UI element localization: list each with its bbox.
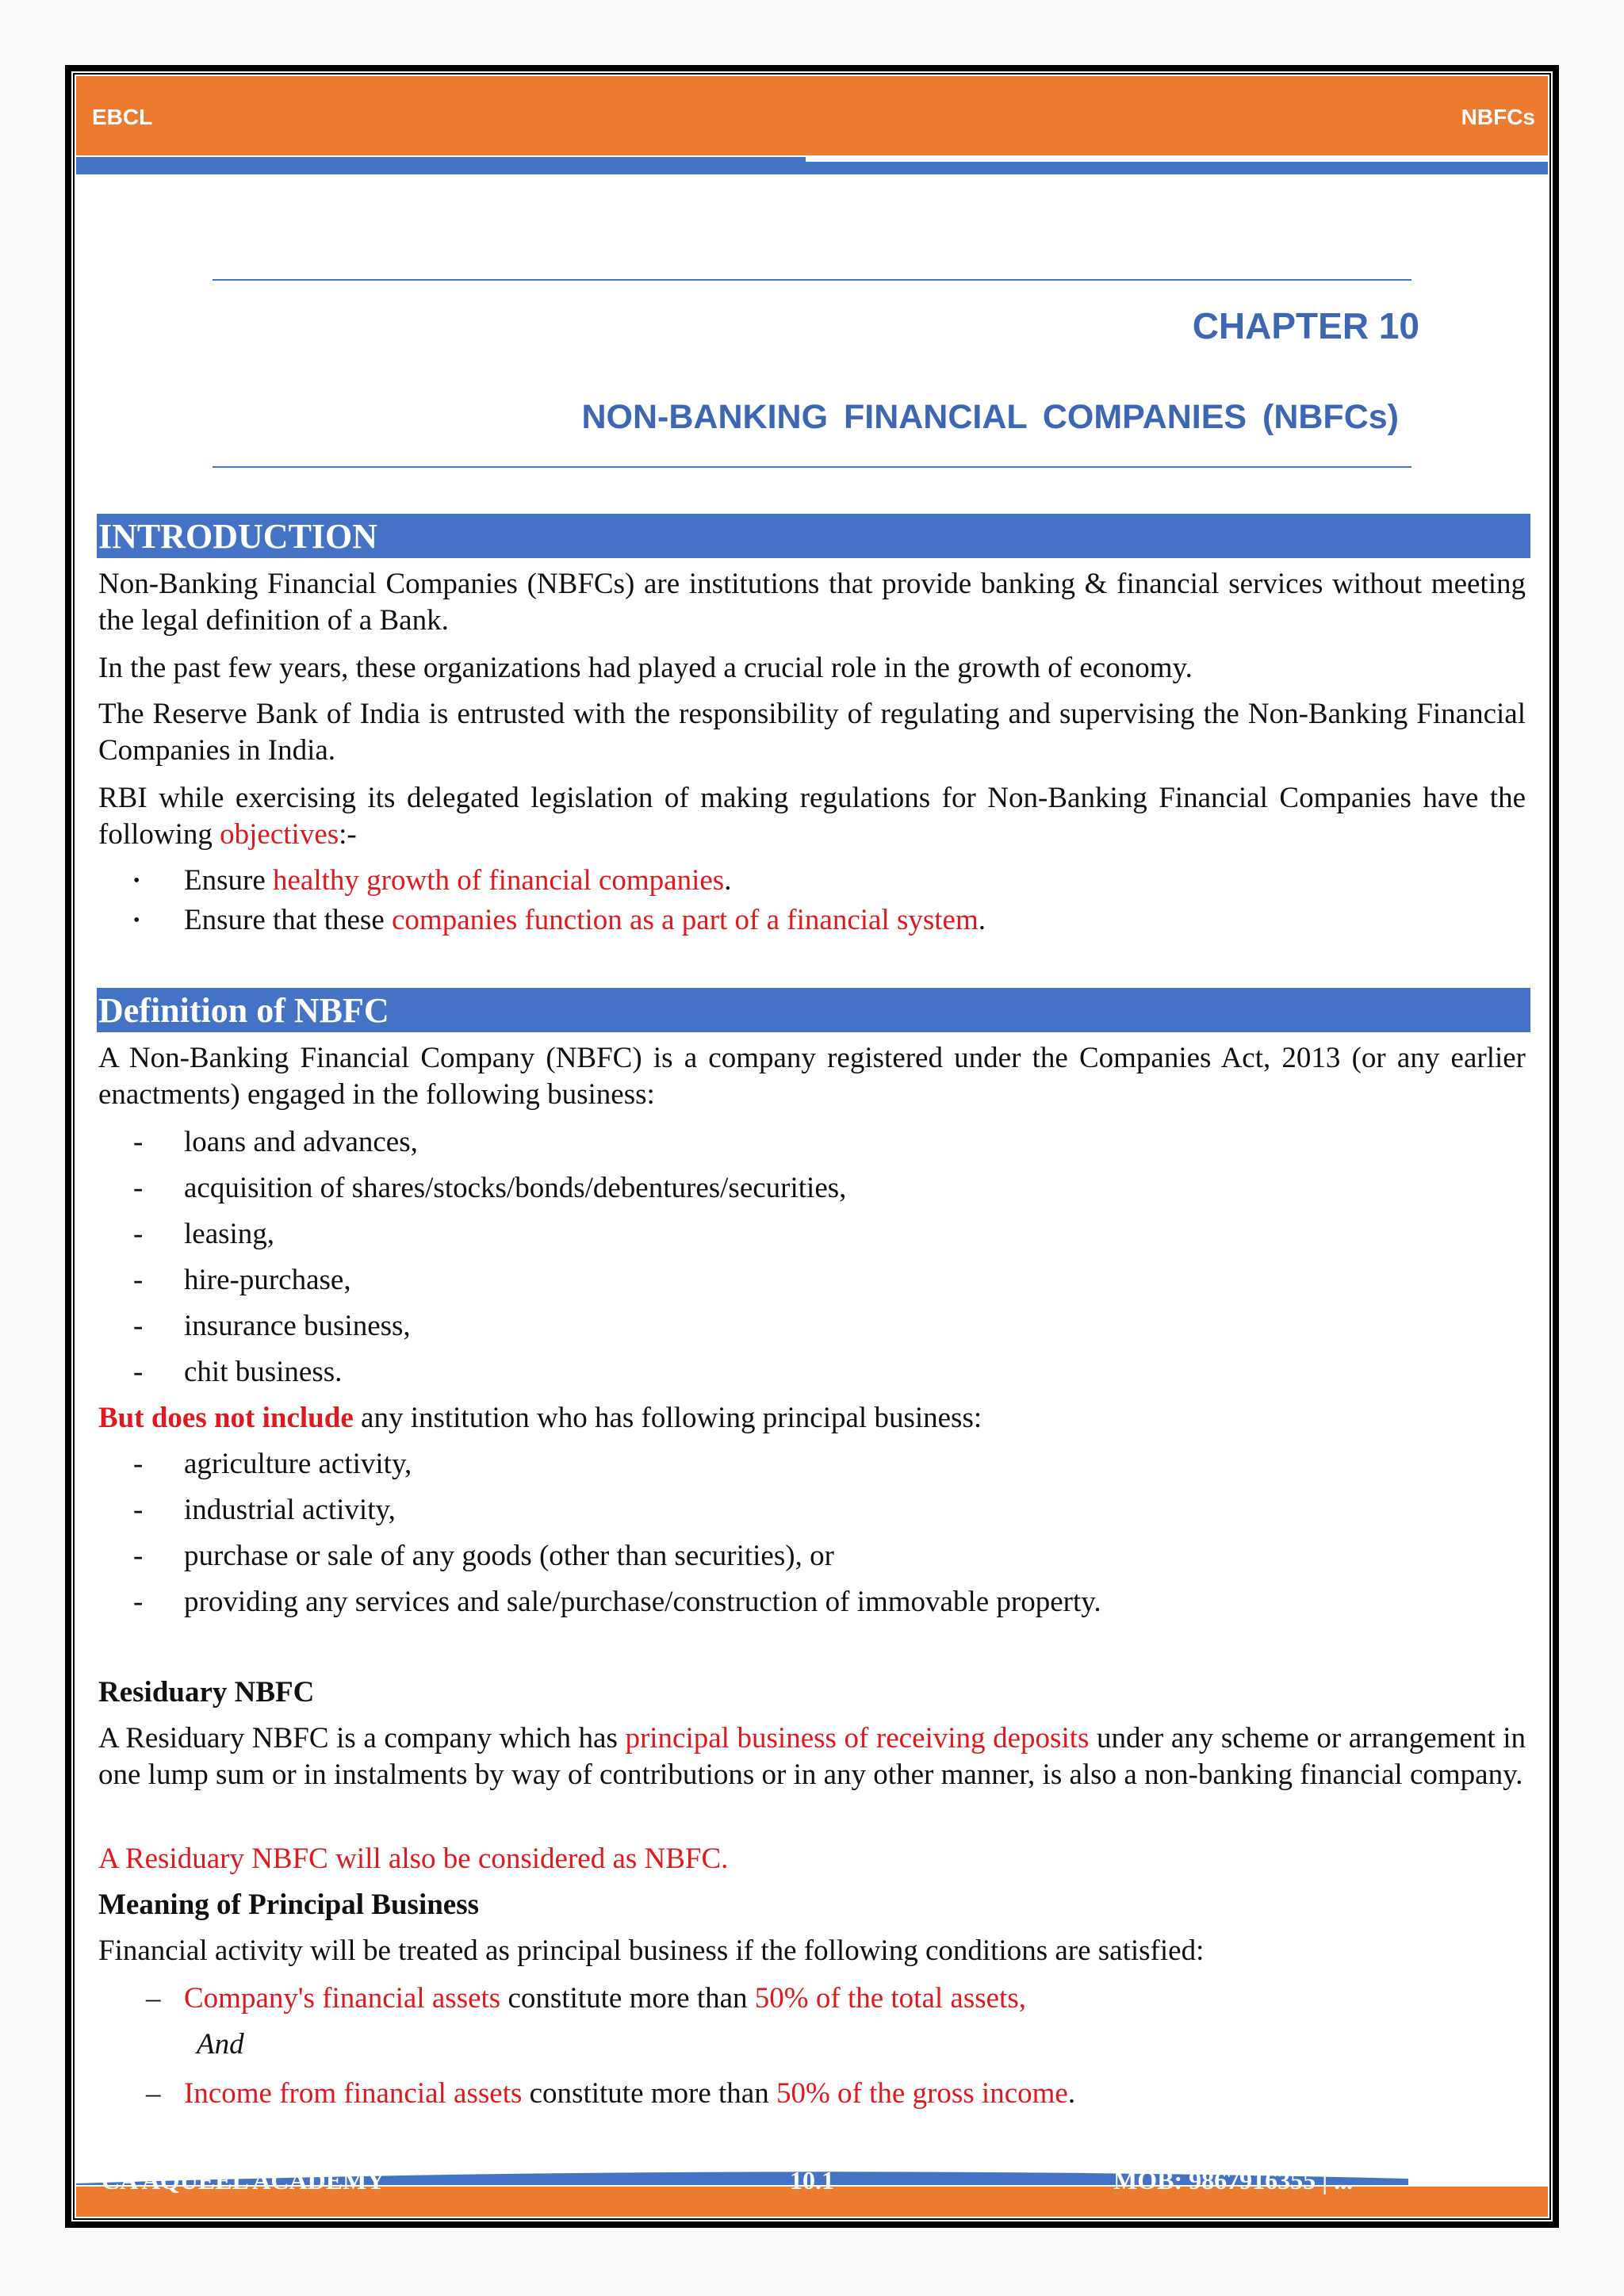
residuary-heading: Residuary NBFC bbox=[98, 1676, 315, 1709]
section-heading-introduction: INTRODUCTION bbox=[97, 514, 1530, 558]
intro-paragraph-1: Non-Banking Financial Companies (NBFCs) are institutions that provide banking & financial services without meeting the legal definition of a Bank. bbox=[98, 568, 1526, 637]
chapter-number: CHAPTER 10 bbox=[1192, 305, 1419, 346]
residuary-note: A Residuary NBFC will also be considered as NBFC. bbox=[98, 1843, 729, 1875]
bullet-icon: • bbox=[133, 910, 140, 931]
chapter-rule-top bbox=[213, 279, 1411, 281]
section-heading-definition: Definition of NBFC bbox=[97, 988, 1530, 1032]
bullet-icon: • bbox=[133, 871, 140, 891]
footer-right: MOB: 9867916355 | ... bbox=[1113, 2166, 1354, 2195]
chapter-rule-bottom bbox=[213, 466, 1411, 468]
residuary-paragraph: A Residuary NBFC is a company which has principal business of receiving deposits under any scheme or arrangement in one lump sum or in instalments by way of contributions or in any other manner, is also a non-banking financial company. bbox=[98, 1722, 1526, 1791]
intro-paragraph-2: In the past few years, these organizations had played a crucial role in the growth of economy. bbox=[98, 652, 1193, 684]
page-header bbox=[76, 76, 1548, 155]
header-rule-left bbox=[76, 157, 806, 166]
principal-paragraph: Financial activity will be treated as principal business if the following conditions are satisfied: bbox=[98, 1934, 1205, 1967]
chapter-title: NON-BANKING FINANCIAL COMPANIES (NBFCs) bbox=[581, 398, 1399, 436]
header-right: NBFCs bbox=[1461, 105, 1535, 129]
exclusion-paragraph: But does not include any institution who has following principal business: bbox=[98, 1402, 982, 1434]
principal-heading: Meaning of Principal Business bbox=[98, 1888, 480, 1921]
intro-paragraph-3: The Reserve Bank of India is entrusted with the responsibility of regulating and supervising the Non-Banking Financial Companies in India. bbox=[98, 698, 1526, 767]
objectives-highlight: objectives bbox=[220, 818, 339, 851]
header-rule-left-lower bbox=[76, 166, 806, 174]
header-rule-right bbox=[806, 162, 1548, 174]
header-left: EBCL bbox=[92, 105, 153, 129]
definition-paragraph: A Non-Banking Financial Company (NBFC) is a company registered under the Companies Act, 2013 (or any earlier enactments) engaged in the following business: bbox=[98, 1042, 1526, 1111]
intro-paragraph-4: RBI while exercising its delegated legislation of making regulations for Non-Banking Financial Companies have the following objectives:- bbox=[98, 782, 1526, 851]
page-number: 10.1 bbox=[790, 2166, 834, 2195]
footer-left: CA AQUEEL ACADEMY bbox=[102, 2166, 385, 2195]
